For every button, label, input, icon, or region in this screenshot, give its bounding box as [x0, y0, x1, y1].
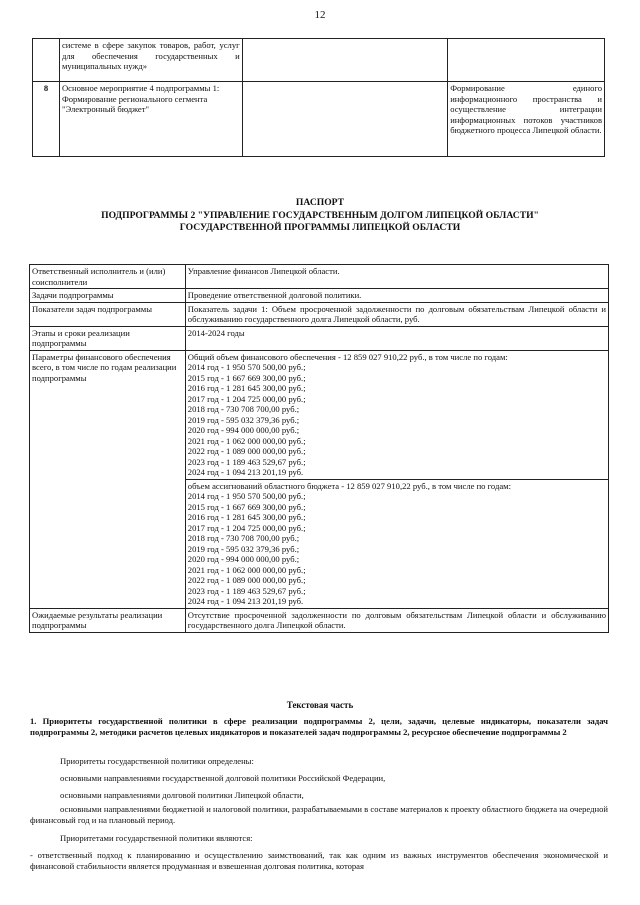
paragraph [30, 804, 608, 826]
table-row [33, 82, 605, 157]
year-amount: 2024 год - 1 094 213 201,19 руб. [187, 596, 304, 606]
year-amount: 2023 год - 1 189 463 529,67 руб.; [187, 585, 306, 596]
row-value: 2014-2024 годы [185, 326, 608, 350]
row-value: Управление финансов Липецкой области. [185, 265, 608, 289]
year-amount: 2017 год - 1 204 725 000,00 руб.; [187, 393, 306, 404]
row-label: Показатели задач подпрограммы [30, 302, 186, 326]
year-amount: 2014 год - 1 950 570 500,00 руб.; [187, 362, 306, 372]
page-number: 12 [314, 9, 326, 21]
row-label: Ответственный исполнитель и (или) соисполнители [30, 265, 186, 289]
row-label: Задачи подпрограммы [30, 289, 186, 303]
activities-table [32, 38, 605, 157]
paragraph: основными направлениями государственной долговой политики Российской Федерации, [60, 773, 386, 783]
passport-subtitle-2: ГОСУДАРСТВЕННОЙ ПРОГРАММЫ ЛИПЕЦКОЙ ОБЛАСТИ [179, 222, 461, 233]
table-row [30, 350, 609, 479]
row-number: 8 [33, 82, 60, 157]
result-cell: Формирование единого информационного пространства и осуществление интеграции информационных потоков участников бюджетного процесса Липецкой области. [448, 82, 605, 157]
passport-subtitle: ПОДПРОГРАММЫ 2 "УПРАВЛЕНИЕ ГОСУДАРСТВЕННЫМ ДОЛГОМ ЛИПЕЦКОЙ ОБЛАСТИ" [101, 210, 539, 221]
paragraph: Приоритеты государственной политики определены: [60, 756, 254, 766]
table-row [30, 608, 609, 632]
paragraph-text: основными направлениями бюджетной и налоговой политики, разрабатываемыми в составе материалов к проекту областного бюджета на очередной финансовый год и на плановый период. [30, 804, 608, 825]
year-amount: 2017 год - 1 204 725 000,00 руб.; [187, 522, 306, 533]
year-amount: 2020 год - 994 000 000,00 руб.; [187, 554, 300, 564]
year-amount: 2022 год - 1 089 000 000,00 руб.; [187, 446, 306, 456]
activity-cell: Основное мероприятие 4 подпрограммы 1: Формирование регионального сегмента "Электронный бюджет" [59, 82, 242, 157]
passport-title: ПАСПОРТ [295, 197, 345, 208]
year-amount: 2016 год - 1 281 645 300,00 руб.; [187, 383, 306, 393]
row-value: Отсутствие просроченной задолженности по долговым обязательствам Липецкой области и обслуживанию государственного долга Липецкой области. [185, 608, 608, 632]
year-amount: 2024 год - 1 094 213 201,19 руб. [187, 467, 304, 477]
row-label: Ожидаемые результаты реализации подпрограммы [30, 608, 186, 632]
year-amount: 2014 год - 1 950 570 500,00 руб.; [187, 491, 306, 501]
passport-table [29, 264, 609, 633]
table-row [30, 326, 609, 350]
year-amount: 2020 год - 994 000 000,00 руб.; [187, 425, 300, 435]
year-amount: 2018 год - 730 708 700,00 руб.; [187, 533, 300, 543]
row-label: Параметры финансового обеспечения всего, в том числе по годам реализации подпрограммы [30, 350, 186, 608]
year-amount: 2019 год - 595 032 379,36 руб.; [187, 414, 300, 425]
row-value: Показатель задачи 1: Объем просроченной задолженности по долговым обязательствам Липецкой области и обслуживанию государственного долга Липецкой области, руб. [185, 302, 608, 326]
table-row [30, 289, 609, 303]
year-amount: 2023 год - 1 189 463 529,67 руб.; [187, 456, 306, 467]
year-amount: 2021 год - 1 062 000 000,00 руб.; [187, 564, 306, 575]
table-row [30, 265, 609, 289]
year-amount: 2022 год - 1 089 000 000,00 руб.; [187, 575, 306, 585]
year-amount: 2015 год - 1 667 669 300,00 руб.; [187, 372, 306, 383]
text-part-heading: Текстовая часть [286, 700, 354, 710]
year-amount: 2021 год - 1 062 000 000,00 руб.; [187, 435, 306, 446]
activity-cell: системе в сфере закупок товаров, работ, услуг для обеспечения государственных и муниципальных нужд» [59, 39, 242, 82]
finance-total-cell [185, 350, 608, 479]
paragraph: Приоритетами государственной политики являются: [60, 833, 253, 843]
table-row [30, 302, 609, 326]
paragraph: - ответственный подход к планированию и осуществлению заимствований, так как одним из важных инструментов обеспечения экономической и финансовой стабильности является продуманная и взвешенная долговая политика, которая [30, 850, 608, 871]
section-title: 1. Приоритеты государственной политики в сфере реализации подпрограммы 2, цели, задачи, целевые индикаторы, показатели задач подпрограммы 2, методики расчетов целевых индикаторов и показателей задач подпрограммы 2, ресурсное обеспечение подпрограммы 2 [30, 716, 608, 737]
year-amount: 2016 год - 1 281 645 300,00 руб.; [187, 512, 306, 522]
row-value: Проведение ответственной долговой политики. [185, 289, 608, 303]
year-amount: 2018 год - 730 708 700,00 руб.; [187, 404, 300, 414]
finance-regional-cell [185, 479, 608, 608]
row-label: Этапы и сроки реализации подпрограммы [30, 326, 186, 350]
paragraph: основными направлениями долговой политики Липецкой области, [60, 790, 304, 800]
finance-total-header: Общий объем финансового обеспечения - 12 859 027 910,22 руб., в том числе по годам: [187, 351, 508, 362]
finance-regional-header: объем ассигнований областного бюджета - 12 859 027 910,22 руб., в том числе по годам: [187, 480, 511, 491]
year-amount: 2015 год - 1 667 669 300,00 руб.; [187, 501, 306, 512]
year-amount: 2019 год - 595 032 379,36 руб.; [187, 543, 300, 554]
table-row [33, 39, 605, 82]
